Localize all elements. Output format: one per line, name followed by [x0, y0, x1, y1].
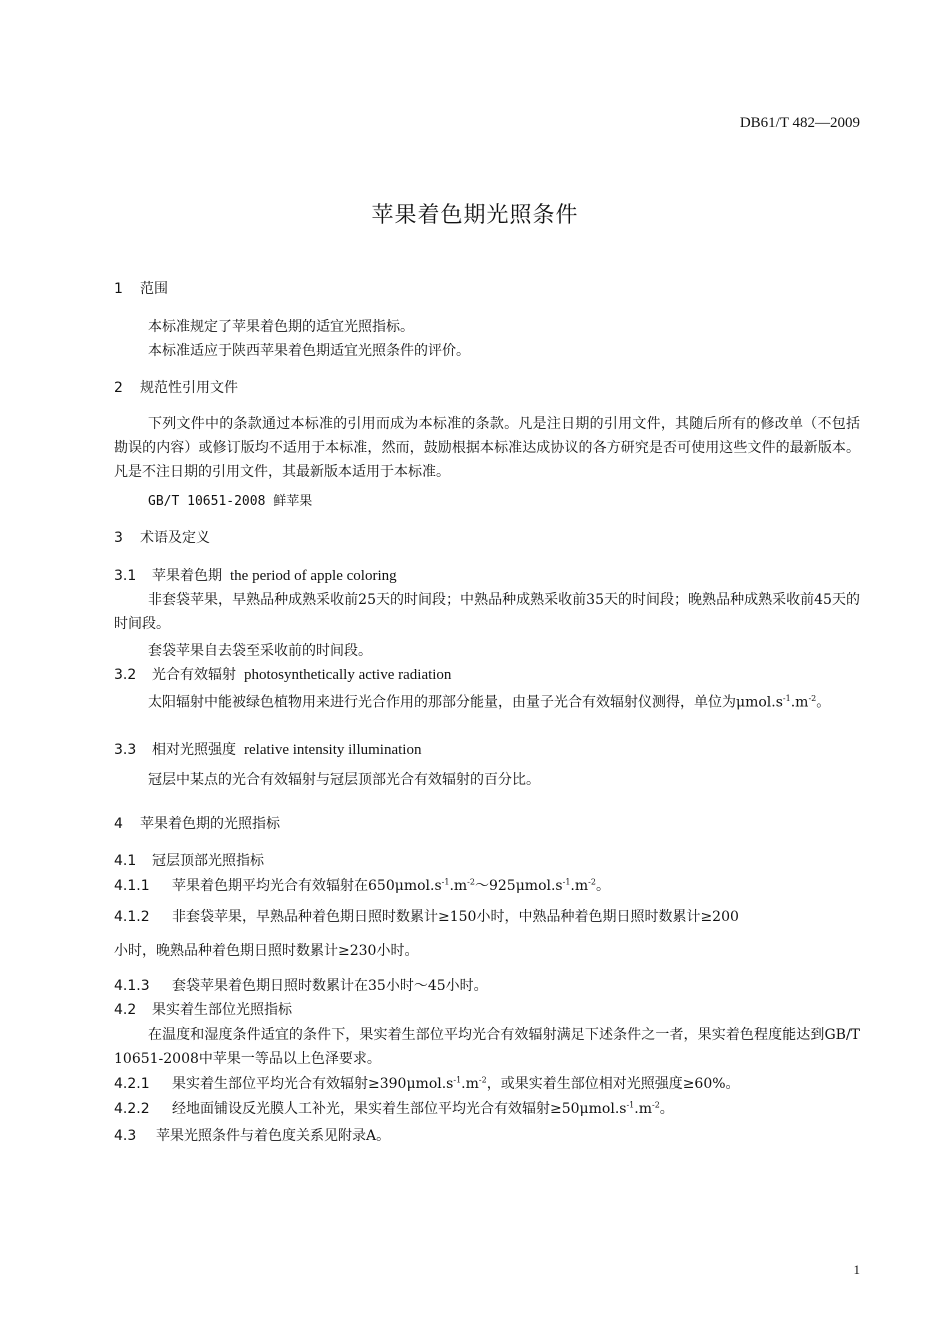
clause-4-2-paragraph: 在温度和湿度条件适宜的条件下，果实着生部位平均光合有效辐射满足下述条件之一者，果实着色程度能达到GB/T 10651-2008中苹果一等品以上色泽要求。	[114, 1027, 860, 1067]
clause-text: ，或果实着生部位相对光照强度≥60%。	[486, 1076, 740, 1092]
clause-text: .m	[461, 1076, 479, 1092]
punctuation: 。	[595, 878, 610, 894]
term-3-1-heading	[114, 565, 397, 585]
term-3-1-note: 套袋苹果自去袋至采收前的时间段。	[148, 643, 372, 659]
clause-4-1-2-line-1	[114, 906, 739, 926]
term-number: 3.2	[114, 667, 137, 683]
term-number: 3.1	[114, 568, 137, 584]
section-2-heading	[114, 377, 238, 397]
standard-code: DB61/T 482—2009	[739, 115, 860, 131]
normative-reference	[148, 490, 312, 509]
section-title: 术语及定义	[140, 530, 210, 546]
section-number: 2	[114, 380, 123, 396]
clause-number: 4.1.1	[114, 878, 150, 894]
clause-4-1-heading	[114, 850, 264, 870]
unit-exponent: -1	[782, 694, 791, 703]
section-2-paragraph: 下列文件中的条款通过本标准的引用而成为本标准的条款。凡是注日期的引用文件，其随后所有的修改单（不包括勘误的内容）或修订版均不适用于本标准，然而，鼓励根据本标准达成协议的各方研究是否可使用这些文件的最新版本。凡是不注日期的引用文件，其最新版本适用于本标准。	[114, 416, 860, 480]
clause-number: 4.1	[114, 853, 137, 869]
clause-4-1-1	[114, 875, 610, 895]
clause-text: 非套袋苹果，早熟品种着色期日照时数累计≥150小时，中熟品种着色期日照时数累计≥200	[172, 909, 739, 925]
clause-4-2-2	[114, 1098, 674, 1118]
unit-exponent: -2	[808, 694, 817, 703]
clause-number: 4.1.2	[114, 909, 150, 925]
clause-text: 苹果着色期平均光合有效辐射在650μmol.s	[172, 878, 442, 894]
section-1-paragraph-1: 本标准规定了苹果着色期的适宜光照指标。	[148, 319, 414, 335]
unit-exponent: -2	[478, 1075, 487, 1085]
clause-number: 4.3	[114, 1128, 137, 1144]
section-3-heading	[114, 527, 210, 547]
unit: .m	[790, 694, 809, 711]
punctuation: 。	[659, 1101, 674, 1117]
unit-exponent: -1	[453, 1075, 462, 1085]
unit-exponent: -1	[626, 1100, 635, 1110]
term-english: the period of apple coloring	[230, 568, 397, 584]
clause-title: 冠层顶部光照指标	[152, 853, 264, 869]
term-english: photosynthetically active radiation	[244, 667, 452, 683]
unit-exponent: -2	[652, 1100, 660, 1110]
clause-text: 果实着生部位平均光合有效辐射≥390μmol.s	[172, 1076, 454, 1092]
punctuation: 。	[816, 694, 831, 711]
section-title: 规范性引用文件	[140, 380, 238, 396]
unit-exponent: -1	[562, 877, 571, 887]
clause-number: 4.2	[114, 1002, 137, 1018]
term-english: relative intensity illumination	[244, 742, 422, 758]
term-chinese: 光合有效辐射	[152, 667, 236, 683]
clause-4-1-3	[114, 975, 488, 995]
clause-text: ～925μmol.s	[474, 878, 563, 894]
unit-exponent: -1	[441, 877, 450, 887]
term-3-3-heading	[114, 739, 421, 759]
term-number: 3.3	[114, 742, 137, 758]
clause-4-2-1	[114, 1073, 740, 1093]
section-title: 范围	[140, 281, 168, 297]
clause-number: 4.2.2	[114, 1101, 150, 1117]
section-number: 3	[114, 530, 123, 546]
clause-text: .m	[634, 1101, 652, 1117]
term-3-2-definition	[114, 687, 860, 715]
clause-4-2-heading	[114, 999, 292, 1019]
clause-text: 套袋苹果着色期日照时数累计在35小时～45小时。	[172, 978, 488, 994]
term-chinese: 苹果着色期	[152, 568, 222, 584]
unit: μmol.s	[736, 694, 783, 711]
clause-text: 经地面铺设反光膜人工补光，果实着生部位平均光合有效辐射≥50μmol.s	[172, 1101, 627, 1117]
clause-text: .m	[570, 878, 589, 894]
section-number: 4	[114, 816, 123, 832]
term-3-3-definition: 冠层中某点的光合有效辐射与冠层顶部光合有效辐射的百分比。	[148, 772, 540, 788]
section-title: 苹果着色期的光照指标	[140, 816, 280, 832]
clause-4-3	[114, 1125, 390, 1145]
clause-text: 苹果光照条件与着色度关系见附录A。	[156, 1128, 391, 1144]
section-1-paragraph-2: 本标准适应于陕西苹果着色期适宜光照条件的评价。	[148, 343, 470, 359]
section-4-heading	[114, 813, 280, 833]
clause-number: 4.2.1	[114, 1076, 150, 1092]
unit-exponent: -2	[467, 877, 475, 887]
term-3-2-heading	[114, 664, 451, 684]
definition-text: 太阳辐射中能被绿色植物用来进行光合作用的那部分能量，由量子光合有效辐射仪测得，单位为	[148, 694, 736, 711]
section-number: 1	[114, 281, 123, 297]
unit-exponent: -2	[588, 877, 596, 887]
term-3-1-definition: 非套袋苹果，早熟品种成熟采收前25天的时间段；中熟品种成熟采收前35天的时间段；晚熟品种成熟采收前45天的时间段。	[114, 592, 860, 632]
term-chinese: 相对光照强度	[152, 742, 236, 758]
clause-text: .m	[449, 878, 468, 894]
reference-text: GB/T 10651-2008 鲜苹果	[148, 494, 313, 509]
page-number: 1	[853, 1262, 860, 1277]
section-1-heading	[114, 278, 168, 298]
clause-number: 4.1.3	[114, 978, 150, 994]
document-title: 苹果着色期光照条件	[371, 203, 579, 228]
clause-title: 果实着生部位光照指标	[152, 1002, 292, 1018]
clause-4-1-2-line-2: 小时，晚熟品种着色期日照时数累计≥230小时。	[114, 943, 419, 959]
